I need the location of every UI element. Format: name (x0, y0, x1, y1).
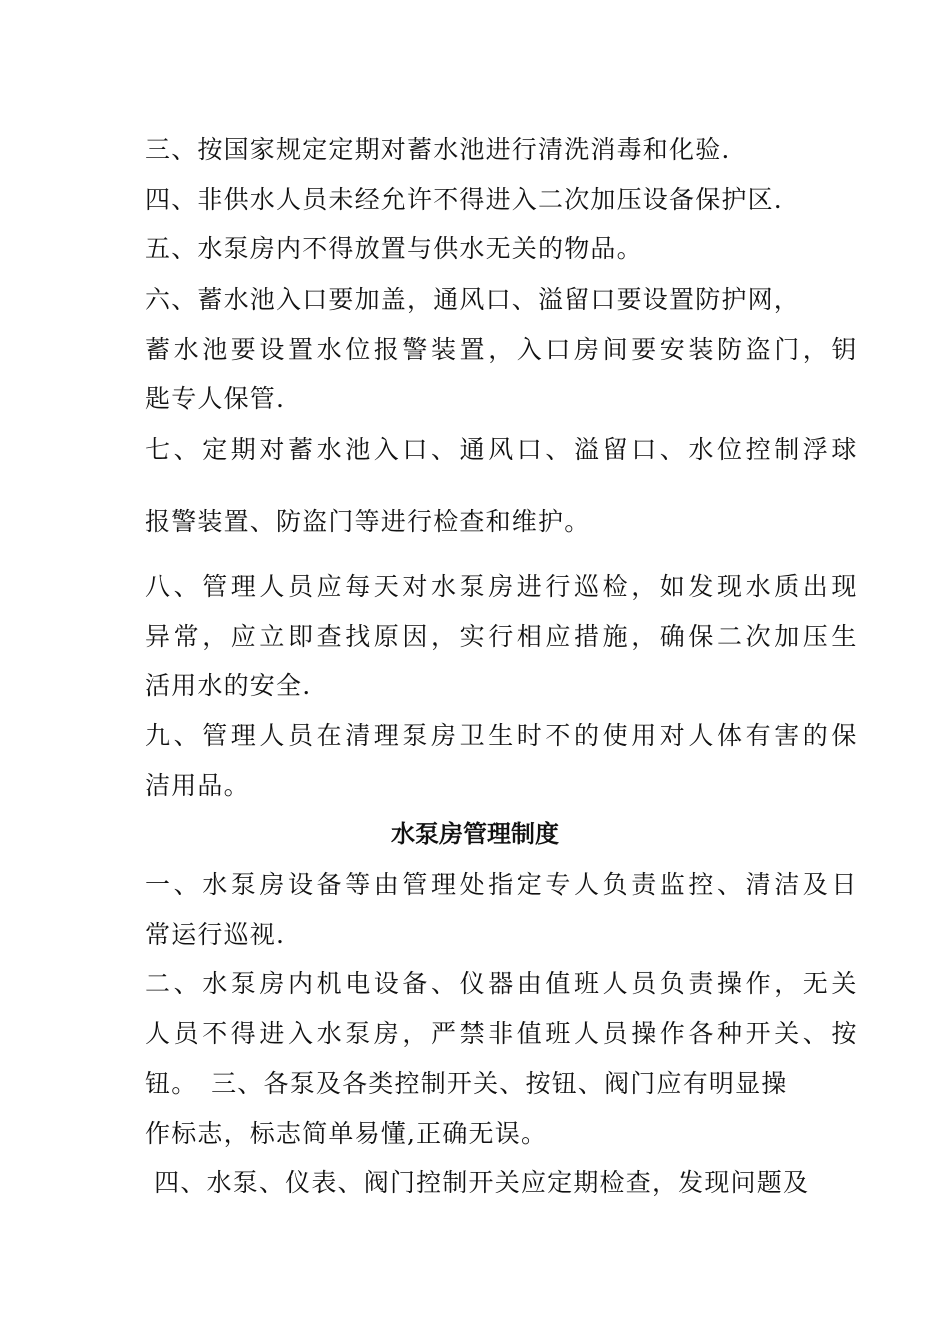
text-line: 三、按国家规定定期对蓄水池进行清洗消毒和化验. (145, 135, 731, 164)
text-line: 七、定期对蓄水池入口、通风口、溢留口、水位控制浮球 (145, 435, 861, 464)
text-line: 五、水泵房内不得放置与供水无关的物品。 (145, 234, 643, 263)
text-line: 异常，应立即查找原因，实行相应措施，确保二次加压生 (145, 622, 861, 651)
text-line: 九、管理人员在清理泵房卫生时不的使用对人体有害的保 (145, 721, 861, 750)
text-line: 二、水泵房内机电设备、仪器由值班人员负责操作，无关 (145, 969, 861, 998)
text-line: 活用水的安全. (145, 671, 312, 700)
text-line: 匙专人保管. (145, 384, 286, 413)
text-line: 洁用品。 (145, 771, 250, 800)
text-line: 六、蓄水池入口要加盖，通风口、溢留口要设置防护网， (145, 285, 801, 314)
text-line: 人员不得进入水泵房，严禁非值班人员操作各种开关、按 (145, 1019, 861, 1048)
text-line: 八、管理人员应每天对水泵房进行巡检，如发现水质出现 (145, 572, 861, 601)
text-line: 钮。 三、各泵及各类控制开关、按钮、阀门应有明显操 (145, 1069, 788, 1098)
section-title: 水泵房管理制度 (391, 820, 559, 848)
text-line: 四、水泵、仪表、阀门控制开关应定期检查，发现问题及 (145, 1168, 810, 1197)
text-line: 作标志，标志简单易懂,正确无误。 (145, 1119, 548, 1148)
text-line: 四、非供水人员未经允许不得进入二次加压设备保护区. (145, 185, 783, 214)
text-line: 常运行巡视. (145, 920, 286, 949)
text-line: 报警装置、防盗门等进行检查和维护。 (145, 507, 591, 536)
text-line: 一、水泵房设备等由管理处指定专人负责监控、清洁及日 (145, 870, 861, 899)
text-line: 蓄水池要设置水位报警装置，入口房间要安装防盗门，钥 (145, 335, 861, 364)
